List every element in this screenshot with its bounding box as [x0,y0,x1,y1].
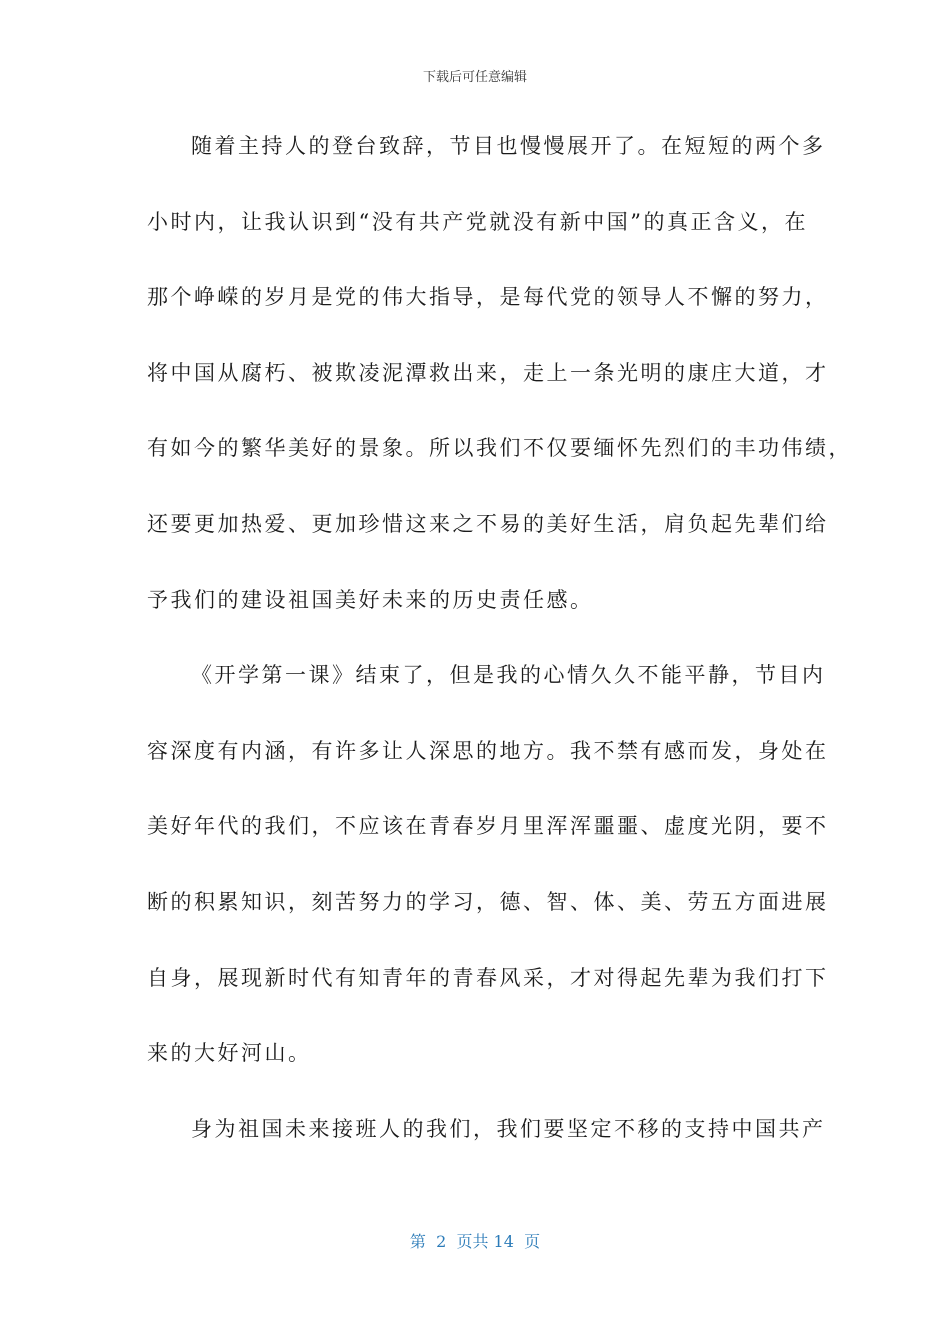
page-header: 下载后可任意编辑 [422,70,527,85]
paragraph-2-line-5: 自身，展现新时代有知青年的青春风采，才对得起先辈为我们打下 [147,965,829,990]
paragraph-1-line-4: 将中国从腐朽、被欺凌泥潭救出来，走上一条光明的康庄大道，才 [147,360,829,385]
page-number-footer: 第 2 页共 14 页 [409,1232,541,1251]
paragraph-3-line-1: 身为祖国未来接班人的我们，我们要坚定不移的支持中国共产 [191,1116,826,1141]
paragraph-2-line-1: 《开学第一课》结束了，但是我的心情久久不能平静，节目内 [191,663,826,688]
document-body [147,127,852,1185]
paragraph-2-line-3: 美好年代的我们，不应该在青春岁月里浑浑噩噩、虚度光阴，要不 [147,814,829,839]
paragraph-2-line-6: 来的大好河山。 [147,1041,312,1066]
paragraph-1-line-1: 随着主持人的登台致辞，节目也慢慢展开了。在短短的两个多 [191,134,826,158]
paragraph-1-line-6: 还要更加热爱、更加珍惜这来之不易的美好生活，肩负起先辈们给 [147,511,829,536]
paragraph-1-line-7: 予我们的建设祖国美好未来的历史责任感。 [147,587,594,612]
paragraph-1-line-5: 有如今的繁华美好的景象。所以我们不仅要缅怀先烈们的丰功伟绩， [147,436,852,461]
paragraph-1-line-2: 小时内，让我认识到“没有共产党就没有新中国”的真正含义，在 [147,209,808,234]
paragraph-2-line-2: 容深度有内涵，有许多让人深思的地方。我不禁有感而发，身处在 [147,738,829,763]
paragraph-1-line-3: 那个峥嵘的岁月是党的伟大指导，是每代党的领导人不懈的努力， [147,285,829,310]
paragraph-2-line-4: 断的积累知识，刻苦努力的学习，德、智、体、美、劳五方面进展 [147,889,829,914]
